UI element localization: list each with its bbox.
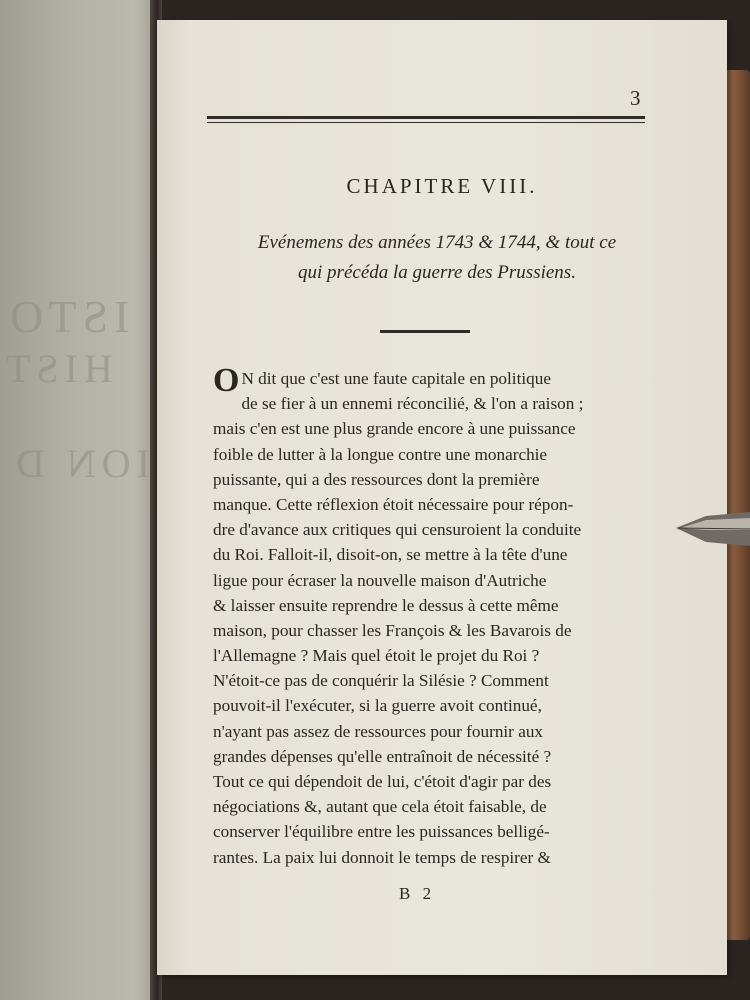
text-line: rantes. La paix lui donnoit le temps de respirer & <box>213 847 551 867</box>
text-line: n'ayant pas assez de ressources pour fournir aux <box>213 721 544 741</box>
text-line: N'étoit-ce pas de conquérir la Silésie ? Comment <box>213 671 549 691</box>
text-line: Tout ce qui dépendoit de lui, c'étoit d'agir par des <box>213 772 552 791</box>
text-line: pouvoit-il l'exécuter, si la guerre avoit continué, <box>213 696 542 716</box>
text-line: ligue pour écraser la nouvelle maison d'Autriche <box>213 570 547 590</box>
book-page <box>157 20 727 975</box>
text-line: puissante, qui a des ressources dont la première <box>213 469 540 489</box>
printer-signature-mark: B 2 <box>399 884 436 903</box>
text-line: N dit que c'est une faute capitale en politique <box>241 369 551 388</box>
text-line: grandes dépenses qu'elle entraînoit de nécessité ? <box>213 746 552 766</box>
page-number: 3 <box>630 86 641 110</box>
body-text <box>213 362 633 870</box>
text-line: & laisser ensuite reprendre le dessus à cette même <box>213 595 559 615</box>
text-line: mais c'en est une plus grande encore à une puissance <box>213 419 576 439</box>
chapter-subtitle <box>227 228 647 288</box>
text-line: foible de lutter à la longue contre une monarchie <box>213 444 548 464</box>
drop-cap: O <box>213 362 240 399</box>
text-line: de se fier à un ennemi réconcilié, & l'on a raison ; <box>241 394 584 414</box>
text-line: maison, pour chasser les François & les Bavarois de <box>213 620 572 640</box>
chapter-title: CHAPITRE VIII. <box>346 174 538 198</box>
facing-page <box>0 0 158 1000</box>
chapter-subtitle-line: Evénemens des années 1743 & 1744, & tout ce <box>257 232 617 253</box>
text-line: négociations &, autant que cela étoit faisable, de <box>213 797 547 817</box>
chapter-subtitle-line: qui précéda la guerre des Prussiens. <box>298 262 576 283</box>
text-line: conserver l'équilibre entre les puissances belligé- <box>213 822 550 842</box>
page-clip-icon <box>676 512 750 548</box>
header-rule <box>207 116 645 124</box>
text-line: du Roi. Falloit-il, disoit-on, se mettre à la tête d'une <box>213 545 568 565</box>
bleed-through-text: ION D <box>10 441 150 486</box>
bleed-through-text: HIST <box>0 346 113 391</box>
text-line: l'Allemagne ? Mais quel étoit le projet du Roi ? <box>213 646 540 666</box>
bleed-through-text: ISTO <box>4 291 130 342</box>
section-divider <box>380 330 470 333</box>
text-line: dre d'avance aux critiques qui censuroient la conduite <box>213 520 582 540</box>
text-line: manque. Cette réflexion étoit nécessaire pour répon- <box>213 494 574 514</box>
